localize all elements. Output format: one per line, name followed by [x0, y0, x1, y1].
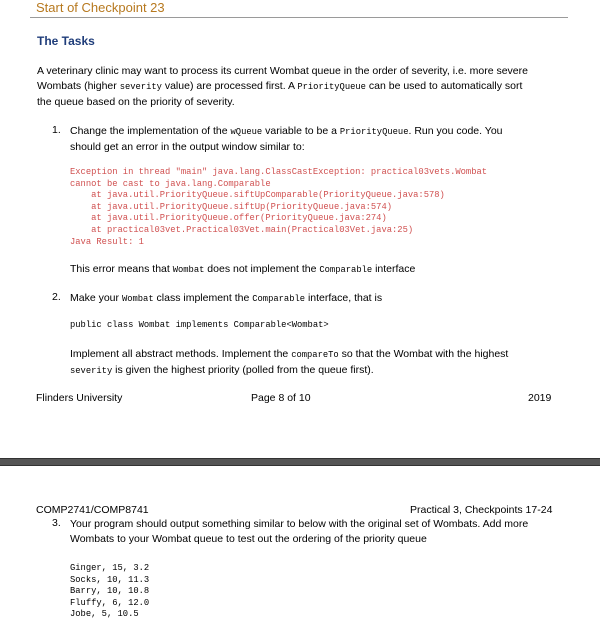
output-line: Jobe, 5, 10.5	[70, 609, 139, 620]
footer-page-number: Page 8 of 10	[251, 392, 311, 404]
intro-line-1: A veterinary clinic may want to process its current Wombat queue in the order of severity, i.e. more severe	[37, 65, 528, 77]
intro-line-2: Wombats (higher severity value) are processed first. A PriorityQueue can be used to automatically sort	[37, 80, 523, 92]
item-1-line-2: should get an error in the output window similar to:	[70, 141, 305, 153]
item-3-line-1: Your program should output something similar to below with the original set of Wombats. Add more	[70, 518, 529, 530]
output-line: Socks, 10, 11.3	[70, 574, 150, 585]
item-3-line-2: Wombats to your Wombat queue to test out the ordering of the priority queue	[70, 533, 427, 545]
error-line: cannot be cast to java.lang.Comparable	[70, 178, 271, 189]
item-2-line-1: Make your Wombat class implement the Comparable interface, that is	[70, 292, 383, 304]
error-line: at practical03vet.Practical03Vet.main(Practical03Vet.java:25)	[70, 224, 414, 235]
section-title: The Tasks	[37, 34, 95, 48]
error-line: at java.util.PriorityQueue.siftUp(PriorityQueue.java:574)	[70, 201, 393, 212]
header-course-code: COMP2741/COMP8741	[36, 504, 149, 516]
item-2-para-line-1: Implement all abstract methods. Implement the compareTo so that the Wombat with the highest	[70, 348, 509, 360]
item-1-line-1: Change the implementation of the wQueue variable to be a PriorityQueue. Run you code. You	[70, 125, 503, 137]
error-line: at java.util.PriorityQueue.siftUpComparable(PriorityQueue.java:578)	[70, 190, 445, 201]
footer-university: Flinders University	[36, 392, 123, 404]
intro-paragraph	[37, 64, 577, 110]
intro-line-3: the queue based on the priority of severity.	[37, 96, 235, 108]
page-separator	[0, 458, 600, 466]
header-divider	[30, 17, 568, 18]
error-line: at java.util.PriorityQueue.offer(PriorityQueue.java:274)	[70, 213, 387, 224]
checkpoint-title: Start of Checkpoint 23	[36, 0, 165, 15]
item-2-paragraph	[70, 347, 580, 379]
item-3-text	[70, 517, 580, 547]
class-declaration-code: public class Wombat implements Comparable<Wombat>	[70, 320, 329, 330]
item-1-text	[70, 124, 580, 155]
list-number-3: 3.	[52, 517, 61, 529]
footer-year: 2019	[528, 392, 552, 404]
document-page-9	[0, 466, 600, 627]
list-number-1: 1.	[52, 124, 61, 136]
item-2-para-line-2: severity is given the highest priority (polled from the queue first).	[70, 364, 374, 376]
list-number-2: 2.	[52, 291, 61, 303]
error-explanation: This error means that Wombat does not implement the Comparable interface	[70, 263, 416, 275]
output-line: Barry, 10, 10.8	[70, 586, 150, 597]
program-output-block	[70, 563, 149, 621]
error-line: Exception in thread "main" java.lang.ClassCastException: practical03vets.Wombat	[70, 167, 488, 177]
error-output-block	[70, 167, 487, 248]
error-line: Java Result: 1	[70, 236, 144, 247]
output-line: Ginger, 15, 3.2	[70, 563, 150, 573]
header-practical-title: Practical 3, Checkpoints 17-24	[410, 504, 553, 516]
output-line: Fluffy, 6, 12.0	[70, 597, 150, 608]
